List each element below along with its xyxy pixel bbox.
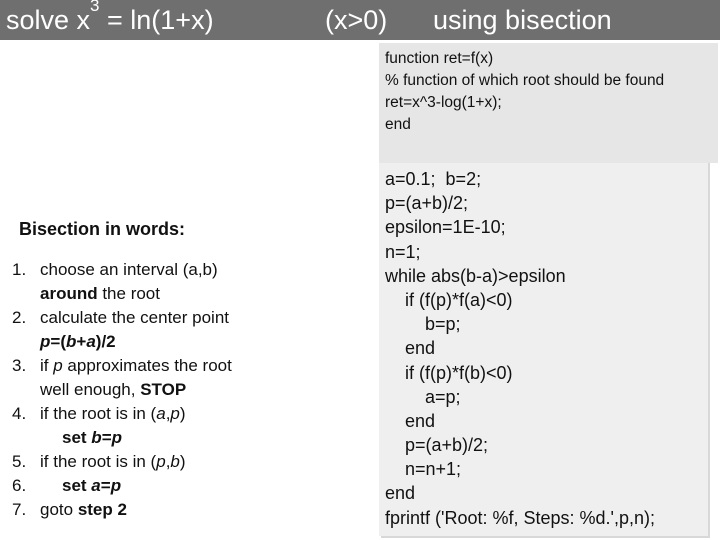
set-var: b [91, 428, 102, 447]
title-condition: (x>0) [325, 5, 388, 35]
step-text-part: goto [40, 500, 78, 519]
function-line: ret=x^3-log(1+x); [385, 94, 502, 111]
code-line: while abs(b-a)>epsilon [385, 265, 566, 286]
step-text-part: if the root is in ( [40, 404, 157, 423]
step-item [12, 450, 342, 474]
step-number: 2. [12, 308, 27, 327]
code-line: n=n+1; [385, 459, 462, 480]
formula-part: + [76, 332, 87, 351]
title-method: using bisection [433, 5, 612, 35]
code-line: end [385, 338, 436, 359]
title-exponent: 3 [90, 0, 100, 15]
step-set [40, 474, 342, 498]
bisection-code-panel [379, 141, 708, 536]
step-text: choose an interval (a,b) [40, 260, 218, 279]
step-emph: step 2 [77, 500, 127, 519]
formula-a: a [86, 332, 96, 351]
step-item [12, 498, 342, 522]
step-var: p [170, 404, 180, 423]
set-val: p [110, 476, 122, 495]
step-item [12, 306, 342, 354]
step-var: p [156, 452, 166, 471]
step-var: a [156, 404, 166, 423]
code-line: a=p; [385, 386, 461, 407]
set-val: p [111, 428, 123, 447]
title-bar [0, 0, 720, 40]
step-var: p [53, 356, 63, 375]
step-var: b [170, 452, 180, 471]
code-line: end [385, 410, 436, 431]
code-line: fprintf ('Root: %f, Steps: %d.',p,n); [385, 507, 655, 528]
title-equation-prefix: solve x [6, 5, 91, 35]
step-text-rest: the root [97, 284, 160, 303]
function-line: % function of which root should be found [385, 72, 665, 89]
step-emph: STOP [140, 380, 187, 399]
code-line: if (f(p)*f(b)<0) [385, 362, 513, 383]
function-line: end [385, 116, 411, 133]
steps-list [12, 258, 342, 522]
step-set [40, 426, 342, 450]
title-equation [6, 0, 214, 40]
step-formula [40, 330, 342, 354]
step-item [12, 474, 342, 498]
set-var: a [91, 476, 101, 495]
code-line: b=p; [385, 314, 461, 335]
formula-part: =( [50, 332, 66, 351]
step-text-part: well enough, [40, 380, 141, 399]
step-text-part: ) [179, 404, 186, 423]
step-text [40, 354, 342, 378]
step-number: 1. [12, 260, 27, 279]
code-line: p=(a+b)/2; [385, 193, 469, 214]
step-text-part: , [165, 452, 171, 471]
code-lines [385, 167, 655, 530]
code-line: n=1; [385, 241, 421, 262]
set-eq: = [101, 428, 112, 447]
step-item [12, 258, 342, 306]
code-line: if (f(p)*f(a)<0) [385, 289, 513, 310]
step-number: 4. [12, 404, 27, 423]
step-item [12, 402, 342, 450]
step-text-part: approximates the root [62, 356, 232, 375]
code-line: a=0.1; b=2; [385, 169, 482, 189]
code-line: epsilon=1E-10; [385, 217, 506, 238]
step-number: 6. [12, 476, 27, 495]
step-text: calculate the center point [40, 308, 230, 327]
code-line: end [385, 483, 416, 504]
step-item [12, 354, 342, 402]
step-text-part: if the root is in ( [40, 452, 157, 471]
step-emph: around [40, 284, 98, 303]
code-line: p=(a+b)/2; [385, 435, 489, 456]
step-text-part: ) [179, 452, 186, 471]
step-text [40, 498, 342, 522]
step-number: 7. [12, 500, 27, 519]
step-text-part: if [40, 356, 54, 375]
set-eq: = [100, 476, 111, 495]
title-equation-suffix: = ln(1+x) [99, 5, 214, 35]
step-number: 5. [12, 452, 27, 471]
function-line: function ret=f(x) [385, 50, 494, 67]
formula-part: )/2 [95, 332, 116, 351]
step-text [40, 282, 342, 306]
words-heading: Bisection in words: [19, 219, 186, 239]
function-definition-panel [379, 43, 718, 163]
set-keyword: set [62, 476, 92, 495]
set-keyword: set [62, 428, 92, 447]
formula-p: p [40, 332, 51, 351]
step-text [40, 450, 342, 474]
formula-b: b [65, 332, 77, 351]
step-number: 3. [12, 356, 27, 375]
step-text [40, 378, 342, 402]
step-text-part: , [165, 404, 171, 423]
step-text [40, 402, 342, 426]
